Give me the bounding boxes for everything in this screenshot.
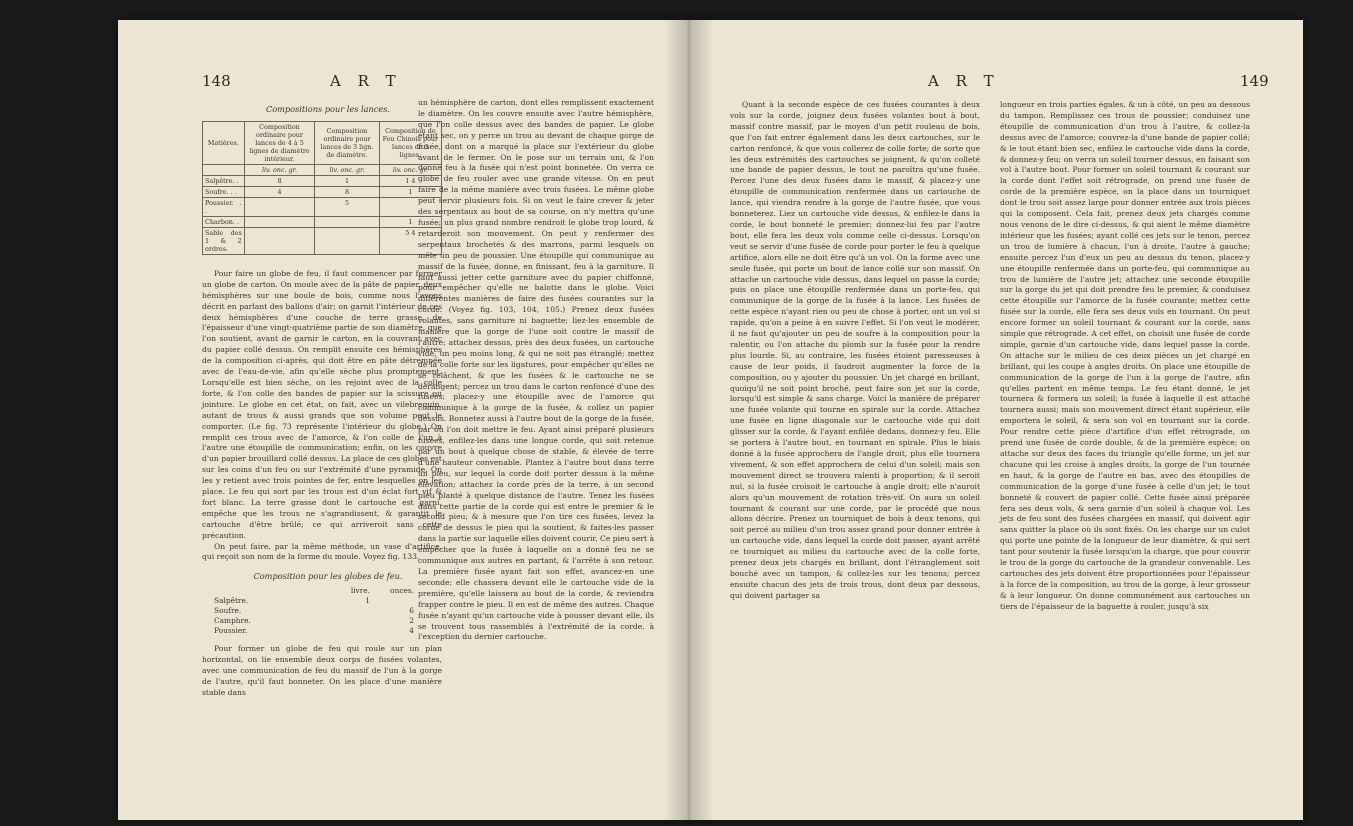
running-head: A R T: [330, 72, 402, 90]
table-cell: liv. onc. gr.: [315, 164, 380, 175]
table-cell: [315, 227, 380, 254]
table-cell: Camphre.: [214, 616, 251, 626]
right-page-header: [698, 72, 1303, 102]
table-cell: 1: [379, 216, 441, 227]
table-cell: Charbon. .: [203, 216, 245, 227]
table-cell: Soufre. . .: [203, 186, 245, 197]
body-paragraph: longueur en trois parties égales, & un à côté, un peu au dessous du tampon. Remplissez ces trous de poussier; conduisez une étoupille de communication d'un trou à l'autre, & collez-la dessus avec de l'amorce; couvrez-la d'une bande de papier collé; & le tout étant bien sec, enfilez le cartouche vide dans la corde, & donnez-y feu; on verra un soleil tourner dessus, en faisant son vol à l'autre bout. Pour former un soleil tournant & courant sur la corde dont l'effet soit rétrograde, on prend une fusée de corde de la première espèce, on la place dans un tourniquet dont le trou soit assez large pour donner entrée aux trois pièces qui la composent. Cela fait, prenez deux jets chargés comme nous venons de le dire ci-dessus, & qui aient le même diamètre intérieur que les fusées; ayant collé ces jets sur le tenon, percez un trou de lumière à chacun, l'un à droite, l'autre à gauche; ensuite percez l'un d'eux un peu au dessus du tenon, placez-y une étoupille renfermée dans un porte-feu, qui communique au trou de lumière de l'autre jet; attachez une seconde étoupille sur la gorge du jet qui doit prendre feu le premier, & conduisez cette étoupille sur l'amorce de la fusée courante; mettez cette fusée sur la corde, elle fera ses deux vols en tournant. On peut encore former un soleil tournant & courant sur la corde, sans simple que rétrograde. A cet effet, on choisit une fusée de corde simple, garnie d'un cartouche vide, dans lequel passe la corde. On attache sur le milieu de ces deux pièces un jet chargé en brillant, qui les coupe à angles droits. On place une étoupille de communication de la gorge de l'un à la gorge de l'autre, afin qu'elles partent en même temps. Le feu étant donné, le jet tournera & formera un soleil; la fusée à laquelle il est attaché tournera aussi; mais son mouvement direct étant supérieur, elle emportera le soleil, & sera son vol en tournant sur la corde. Pour rendre cette pièce d'artifice d'un effet rétrograde, on prend une fusée de corde double, & de la première espèce; on attache sur deux des faces du triangle qu'elle forme, un jet sur chacune qui les croise à angles droits, la gorge de l'un tournée en haut, & la gorge de l'autre en bas, avec des étoupilles de communication de la gorge d'une fusée à celle d'un jet; le tout bonneté & couvert de papier collé. Cette fusée ainsi préparée fera ses deux vols, & sera garnie d'un soleil à chaque vol. Les jets de feu sont des fusées chargées en massif, qui doivent agir sans quitter la place où ils sont fixés. On les charge sur un culot qui porte une pointe de la longueur de leur diamètre, & qui sert tant pour soutenir la fusée lorsqu'on la charge, que pour couvrir le trou de la gorge du cartouche de la grandeur convenable. Les cartouches des jets doivent être proportionnées pour l'épaisseur à la force de la composition, au trou de la gorge, à leur grosseur & à leur longueur. On donne communément aux cartouches un tiers de l'épaisseur de la baguette à rouler, jusqu'à six: [1000, 100, 1250, 611]
right-page: [698, 20, 1303, 820]
table-row: [212, 606, 416, 616]
body-paragraph: Quant à la seconde espèce de ces fusées courantes à deux vols sur la corde, joignez deux fusées volantes bout à bout, massif contre massif, par le moyen d'un petit rouleau de bois, que l'on fait entrer également dans les deux cartouches, sur le carton renfoncé, & que vous collerez de colle forte; de sorte que les deux extrémités des cartouches se joignent, & qu'on colleté une bande de papier dessus, le tout ne paroîtra qu'une fusée. Percez l'une des deux fusées dans le massif, & placez-y une étoupille de communication renfermée dans un cartouche de lance, qui viendra rendre à la gorge de l'autre fusée, que vous bonneterez. Liez un cartouche vide dessus, & enfilez-le dans la corde, le bout bonneté le premier; donnez-lui feu par l'autre bout, elle fera les deux vols comme celle ci-dessus. Lorsqu'on veut se servir d'une fusée de corde pour porter le feu à quelque artifice, alors elle ne doit être qu'à un vol. On la forme avec une seule fusée, qui porte un bout de lance collé sur son massif. On attache un cartouche vide dessus, dans lequel on passe la corde; puis on place une étoupille renfermée dans un porte-feu, qui communique de la gorge de la fusée à la lance. Les fusées de cette espèce n'ayant rien ou peu de chose à porter, ont un vol si rapide, qu'on a peine à en suivre l'effet. Si l'on veut le modérer, il ne faut qu'ajouter un peu de soufre à la composition pour la ralentir, ou l'on attache du plomb sur la fusée pour la rendre plus lourde. Si, au contraire, les fusées étoient paresseuses à cause de leur poids, il faudroit augmenter la force de la composition, ou y ajouter du poussier. Un jet chargé en brillant, quoiqu'il ne soit point broché, peut faire son jet sur la corde, lorsqu'il est simple & sans charge. Voici la manière de préparer une fusée volante qui tourne en spirale sur la corde. Attachez une fusée en ligne diagonale sur le cartouche vide qui doit glisser sur la corde, & l'ayant enfilée dedans, donnez-y feu. Elle se portera à l'autre bout, en tournant en spirale. Plus le biais donné à la fusée approchera de l'angle droit, plus elle tournera vivement, & son effet approchera de celui d'un soleil; mais son mouvement direct se trouvera ralenti à proportion; & il seroit nul, si la fusée croisoit le cartouche à angle droit; elle n'auroit alors qu'un mouvement de rotation très-vif. On aura un soleil tournant & courant sur une corde, par le procédé que nous allons décrire. Prenez un tourniquet de bois à deux tenons, qui soit percé au milieu d'un trou assez grand pour donner entrée à un cartouche vide, dans lequel la corde doit passer, ayant arrêté ce tourniquet au milieu du cartouche avec de la colle forte, prenez deux jets chargés en brillant, dont l'étranglement soit bouché avec un tampon, & collez-les sur les tenons; percez ensuite chacun des jets de trois trous, dont deux par dessous, qui doivent partager sa: [730, 100, 980, 600]
table-cell: [372, 596, 416, 606]
composition-table: [202, 121, 442, 255]
section-title: Compositions pour les lances.: [265, 104, 391, 114]
table-cell: 4: [244, 186, 315, 197]
table-cell: Poussier.: [214, 626, 248, 636]
table-cell: 8: [244, 175, 315, 186]
table-cell: 5: [315, 197, 380, 216]
table-header: onces.: [390, 586, 414, 596]
table-cell: liv. onc. gr.: [244, 164, 315, 175]
page-number: 149: [1240, 72, 1269, 90]
table-cell: [315, 216, 380, 227]
table-header: Matières.: [203, 121, 245, 164]
table-row: [203, 197, 442, 216]
table-cell: [244, 197, 315, 216]
table-cell: Poussier. . .: [203, 197, 245, 216]
table-cell: [203, 164, 245, 175]
table-cell: [244, 227, 315, 254]
table-row: [203, 216, 442, 227]
composition-table-globes: [212, 586, 416, 636]
table-cell: 1 4: [379, 175, 441, 186]
table-cell: [328, 616, 372, 626]
table-cell: 5 4: [379, 227, 441, 254]
table-row: [212, 596, 416, 606]
right-column-1: [730, 100, 980, 602]
page-number: 148: [202, 72, 231, 90]
left-column-1: [202, 104, 442, 699]
table-header: [212, 586, 328, 596]
table-cell: [328, 606, 372, 616]
table-header: Composition de Feu Chinois pour lances de 5 lignes.: [379, 121, 441, 164]
table-cell: 8: [315, 186, 380, 197]
body-paragraph: Pour former un globe de feu qui roule sur un plan horizontal, on lie ensemble deux corps de fusées volantes, avec une communication de feu du massif de l'un à la gorge de l'autre, qu'il faut bonneter. On les place d'une manière stable dans: [202, 644, 442, 697]
table-cell: Salpêtre.: [214, 596, 249, 606]
table-cell: 1: [315, 175, 380, 186]
running-head: A R T: [928, 72, 1000, 90]
table-cell: 2: [409, 616, 414, 626]
table-row: [203, 175, 442, 186]
body-paragraph: On peut faire, par la même méthode, un vase d'artifice, qui reçoit son nom de la forme du moule. Voyez fig. 133.: [202, 541, 442, 562]
table-cell: Soufre.: [214, 606, 242, 616]
table-cell: [244, 216, 315, 227]
right-column-2: [1000, 100, 1250, 613]
table-cell: [328, 626, 372, 636]
table-header: livre.: [350, 586, 370, 596]
table-row: [203, 186, 442, 197]
table-cell: Sable des 1 & 2 ordres.: [203, 227, 245, 254]
table-cell: liv. onc. gr.: [379, 164, 441, 175]
table-row: [212, 616, 416, 626]
table-cell: 6: [409, 606, 414, 616]
body-paragraph: Pour faire un globe de feu, il faut commencer par former un globe de carton. On moule avec de la pâte de papier, deux hémisphères sur une boule de bois, comme nous l'avons décrit en parlant des ballons d'air; on garnit l'intérieur de ces deux hémisphères d'une couche de terre grasse, de l'épaisseur d'une vingt-quatrième partie de son diamètre, que l'on soutient, avant de garnir le carton, en la couvrant avec du papier collé dessus. On remplit ensuite ces hémisphères de la composition ci-après, qui doit être en pâte détrempée avec de l'eau-de-vie, afin qu'elle sèche plus promptement. Lorsqu'elle est bien sèche, on les rejoint avec de la colle forte, & l'on colle des bandes de papier sur la scissure ou jointure. Le globe en cet état, on fait, avec un vilebrequin, autant de trous & aussi grands que son volume peut le comporter. (Le fig. 73 représente l'intérieur du globe.) On remplit ces trous avec de l'amorce, & l'on colle de l'un à l'autre une étoupille de communication; enfin, on les couvre d'un papier brouillard collé dessus. La place de ces globes est sur les coins d'un feu ou sur l'extrémité d'une pyramide. On les y retient avec trois pointes de fer, entre lesquelles on les place. Le feu qui sort par les trous est d'un éclat fort vif & fort blanc. La terre grasse dont le cartouche est garni, empêche que les trous ne s'agrandissent, & garantit le cartouche d'être brûlé; ce qui arriveroit sans cette précaution.: [202, 268, 442, 540]
section-title: Composition pour les globes de feu.: [253, 571, 403, 582]
table-cell: Salpêtre. .: [203, 175, 245, 186]
left-page: [118, 20, 678, 820]
table-header: Composition ordinaire pour lances de 3 lign. de diamètre.: [315, 121, 380, 164]
left-column-2: [418, 98, 654, 643]
book-spread: [118, 20, 1303, 820]
table-cell: 1: [365, 596, 370, 606]
body-paragraph: un hémisphère de carton, dont elles remplissent exactement le diamètre. On les couvre ensuite avec l'autre hémisphère, que l'on colle dessus avec des bandes de papier. Le globe étant sec, on y perce un trou au devant de chaque gorge de fusée, dont on a marqué la place sur l'extérieur du globe avant de le fermer. On le pose sur un terrain uni, & l'on donne feu à la fusée qui n'est point bonnetée. On verra ce globe de feu rouler avec une grande vitesse. On en peut faire de la même manière avec trois fusées. Le même globe peut servir plusieurs fois. Si on veut le faire crever & jeter des serpentaux au bout de sa course, on n'y mettra qu'une fusée; un plus grand nombre rendroit le globe trop lourd, & retarderoit son mouvement. On peut y renfermer des serpentaux brochetés & des marrons, parmi lesquels on mêle un peu de poussier. Une étoupille qui communique au massif de la fusée, donne, en finissant, feu à la garniture. Il faut aussi jetter cette garniture avec du papier chiffonné, pour empêcher qu'elle ne balotte dans le globe. Voici différentes manières de faire des fusées courantes sur la corde. (Voyez fig. 103, 104, 105.) Prenez deux fusées volantes, sans garniture ni baguette; liez-les ensemble de manière que la gorge de l'une soit contre le massif de l'autre; attachez dessus, près des deux fusées, un cartouche vide, un peu moins long, & qui ne soit pas étranglé; mettez de la colle forte sur les ligatures, pour empêcher qu'elles ne se relâchent, & que les fusées & le cartouche ne se dérangent; percez un trou dans le carton renfoncé d'une des fusées; placez-y une étoupille avec de l'amorce qui communique à la gorge de la fusée, & collez un papier dessus. Bonnetez aussi à l'autre bout de la gorge de la fusée, par où l'on doit mettre le feu. Ayant ainsi préparé plusieurs fusées, enfilez-les dans une longue corde, qui soit retenue par un bout à quelque chose de stable, & élevée de terre d'une hauteur convenable. Plantez à l'autre bout dans terre un pieu, sur lequel la corde doit porter dessus à la même élévation; attachez la corde près de la terre, à un second pieu planté à quelque distance de l'autre. Tenez les fusées dans cette partie de la corde qui est entre le premier & le second pieu; & à mesure que l'on tire ces fusées, levez la corde de dessus le pieu qui la soutient, & faites-les passer dans la partie sur laquelle elles doivent courir. Ce pieu sert à empêcher que la fusée à laquelle on a donné feu ne se communique aux autres en partant, & l'arrête à son retour. La première fusée ayant fait son effet, avancez-en une seconde; elle chassera devant elle le cartouche vide de la première, qu'elle laissera au bout de la corde, & reviendra frapper contre le pieu. Il en est de même des autres. Chaque fusée n'ayant qu'un cartouche vide à pousser devant elle, ils se trouvent tous rassemblés à l'extrémité de la corde, à l'exception du dernier cartouche.: [418, 98, 654, 642]
table-header: Composition ordinaire pour lances de 4 à 5 lignes de diamètre intérieur.: [244, 121, 315, 164]
table-cell: 4: [409, 626, 414, 636]
table-cell: 1: [379, 186, 441, 197]
table-row: [203, 227, 442, 254]
table-row: [212, 626, 416, 636]
